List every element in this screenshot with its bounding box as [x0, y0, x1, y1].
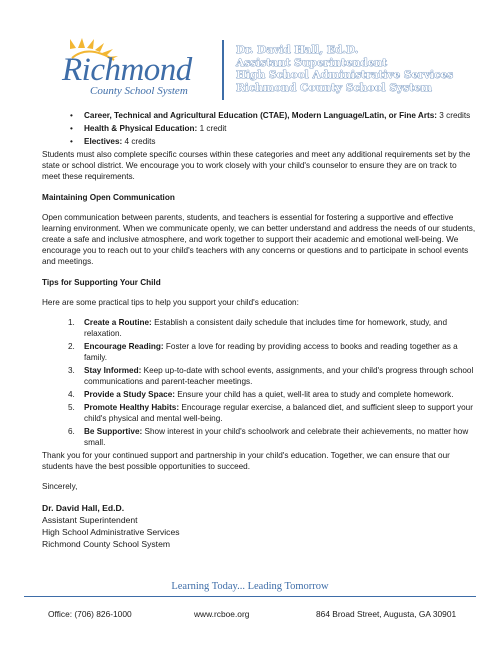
list-item: 5. Promote Healthy Habits: Encourage regular exercise, a balanced diet, and sufficient sleep to support your child's physical and mental well-being.	[68, 403, 473, 423]
letterhead	[0, 0, 500, 108]
signature-organization: Richmond County School System	[42, 539, 171, 549]
footer-divider	[24, 596, 476, 597]
list-item: • Career, Technical and Agricultural Education (CTAE), Modern Language/Latin, or Fine Arts: 3 credits	[70, 111, 471, 120]
letterhead-title: Assistant Superintendent	[236, 56, 388, 69]
communication-paragraph: Open communication between parents, students, and teachers is essential for fostering a supportive and effective learning environment. When we communicate openly, we can better understand and address the needs of our students, create a safe and inclusive atmosphere, and work together to support their academic and emotional well-being. We encourage you to reach out to your child's teachers with any concerns or questions and to participate in school events and meetings.	[42, 213, 476, 266]
list-item: 3. Stay Informed: Keep up-to-date with school events, assignments, and your child's progress through school communications and parent-teacher meetings.	[68, 366, 474, 386]
bullet-icon: •	[70, 111, 73, 120]
letterhead-department: High School Administrative Services	[236, 69, 454, 81]
footer-tagline: Learning Today... Leading Tomorrow	[171, 581, 329, 592]
header-divider	[222, 40, 224, 100]
signature-name: Dr. David Hall, Ed.D.	[42, 503, 125, 513]
signoff: Sincerely,	[42, 482, 78, 491]
signature-block	[42, 502, 476, 550]
list-item: 1. Create a Routine: Establish a consistent daily schedule that includes time for homework, study, and relaxation.	[68, 318, 448, 338]
logo-wordmark: Richmond	[62, 52, 192, 88]
list-item: 4. Provide a Study Space: Ensure your child has a quiet, well-lit area to study and complete homework.	[68, 390, 454, 399]
closing-paragraph: Thank you for your continued support and partnership in your child's education. Together, we can ensure that our students have the best possible opportunities to succeed.	[42, 451, 450, 471]
list-item: 6. Be Supportive: Show interest in your child's schoolwork and celebrate their achievements, no matter how small.	[68, 427, 469, 447]
signature-title: Assistant Superintendent	[42, 515, 138, 525]
list-item: • Health & Physical Education: 1 credit	[70, 124, 227, 133]
footer-phone: Office: (706) 826-1000	[48, 609, 132, 619]
credit-requirements-list	[42, 110, 476, 147]
footer-address: 864 Broad Street, Augusta, GA 30901	[316, 609, 457, 619]
letterhead-title-block	[236, 44, 498, 94]
list-item: 2. Encourage Reading: Foster a love for reading by providing access to books and reading together as a family.	[68, 342, 458, 362]
letterhead-name: Dr. David Hall, Ed.D.	[236, 44, 359, 56]
bullet-icon: •	[70, 137, 73, 146]
letterhead-organization: Richmond County School System	[236, 81, 432, 94]
bullet-icon: •	[70, 124, 73, 133]
district-logo	[58, 38, 214, 102]
signature-department: High School Administrative Services	[42, 527, 180, 537]
section-heading-communication: Maintaining Open Communication	[42, 193, 175, 202]
tips-intro: Here are some practical tips to help you support your child's education:	[42, 298, 299, 307]
logo-subtitle: County School System	[90, 85, 188, 97]
footer-website[interactable]: www.rcboe.org	[194, 609, 250, 619]
list-item: • Electives: 4 credits	[70, 137, 156, 146]
tips-list	[42, 317, 476, 448]
letter-body	[42, 110, 476, 550]
section-heading-tips: Tips for Supporting Your Child	[42, 278, 161, 287]
requirements-paragraph: Students must also complete specific courses within these categories and meet any additional requirements set by the state or school district. We encourage you to work closely with your child's counselor to ensure they are on track to meet these requirements.	[42, 150, 471, 181]
